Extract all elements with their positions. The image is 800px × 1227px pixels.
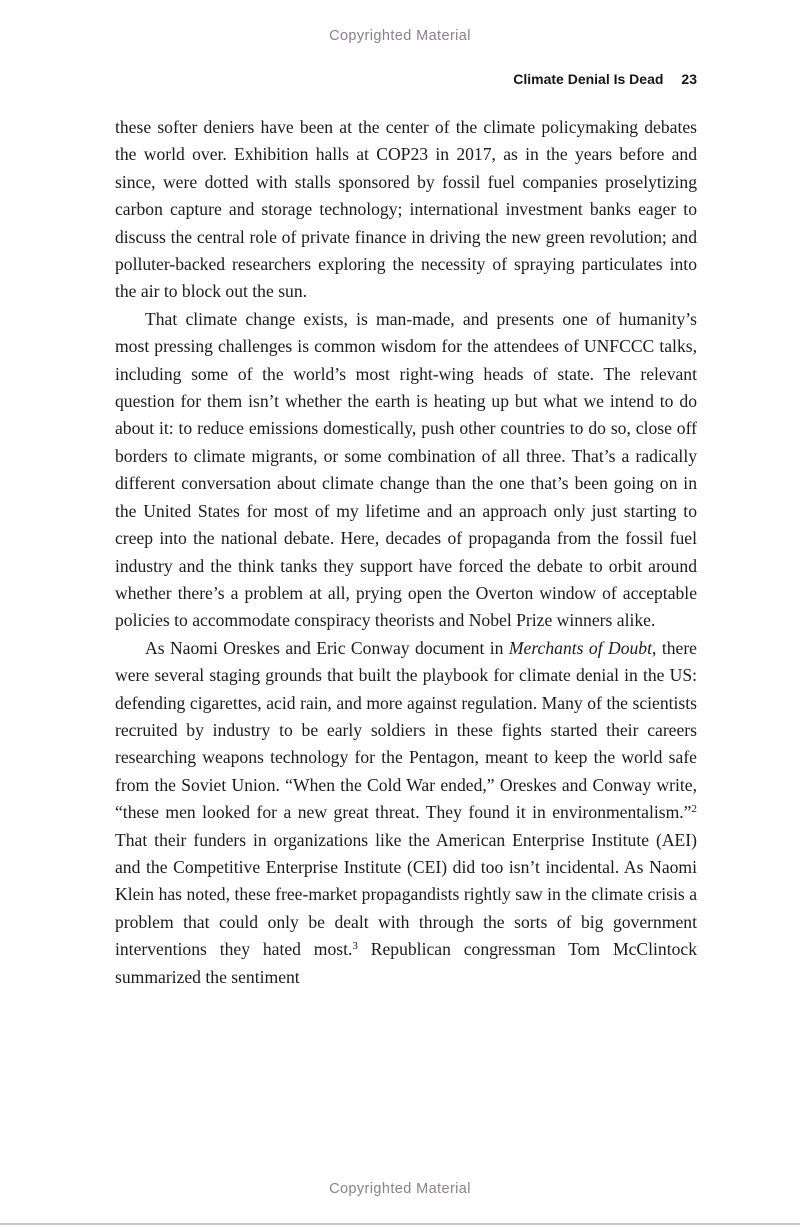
text-run: As Naomi Oreskes and Eric Conway document in [145, 637, 509, 658]
text-run: That their funders in organizations like the American Enterprise Institute (AEI) and the Competitive Enterprise Institute (CEI) did too isn’t incidental. As Naomi Klein has noted, these free-market propagandists rightly saw in the climate crisis a problem that could only be dealt with through the sorts of big government interventions they hated most. [115, 829, 697, 960]
text-run: , there were several staging grounds that built the playbook for climate denial in the US: defending cigarettes, acid rain, and more against regulation. Many of the scientists recruited by industry to be early soldiers in these fights started their careers researching weapons technology for the Pentagon, meant to keep the world safe from the Soviet Union. “When the Cold War ended,” Oreskes and Conway write, “these men looked for a new great threat. They found it in environmentalism.” [115, 637, 697, 823]
paragraph-1 [115, 114, 697, 306]
chapter-title: Climate Denial Is Dead [513, 71, 664, 87]
page-edge-line [0, 1223, 800, 1225]
paragraph-3 [115, 635, 697, 991]
page-number: 23 [681, 71, 697, 87]
text-run: these softer deniers have been at the center of the climate policymaking debates the world over. Exhibition halls at COP23 in 2017, as in the years before and since, were dotted with stalls sponsored by fossil fuel companies proselytizing carbon capture and storage technology; international investment banks eager to discuss the central role of private finance in driving the new green revolution; and polluter-backed researchers exploring the necessity of spraying particulates into the air to block out the sun. [115, 117, 697, 302]
book-title-merchants-of-doubt: Merchants of Doubt [508, 637, 652, 658]
running-header [115, 71, 697, 87]
body-text [115, 114, 697, 991]
text-run: That climate change exists, is man-made, and presents one of humanity’s most pressing challenges is common wisdom for the attendees of UNFCCC talks, including some of the world’s most right-wing heads of state. The relevant question for them isn’t whether the earth is heating up but what we intend to do about it: to reduce emissions domestically, push other countries to do so, close off borders to climate migrants, or some combination of all three. That’s a radically different conversation about climate change than the one that’s been going on in the United States for most of my lifetime and an approach only just starting to creep into the national debate. Here, decades of propaganda from the fossil fuel industry and the think tanks they support have forced the debate to orbit around whether there’s a problem at all, prying open the Overton window of acceptable policies to accommodate conspiracy theorists and Nobel Prize winners alike. [115, 308, 697, 631]
footnote-marker-3: 3 [352, 940, 358, 953]
footnote-marker-2: 2 [691, 803, 697, 816]
copyrighted-material-notice-top: Copyrighted Material [329, 28, 471, 44]
copyrighted-material-notice-bottom: Copyrighted Material [329, 1181, 471, 1197]
text-run: Republican congressman Tom McClintock summarized the sentiment [115, 939, 697, 987]
paragraph-2 [115, 306, 697, 635]
